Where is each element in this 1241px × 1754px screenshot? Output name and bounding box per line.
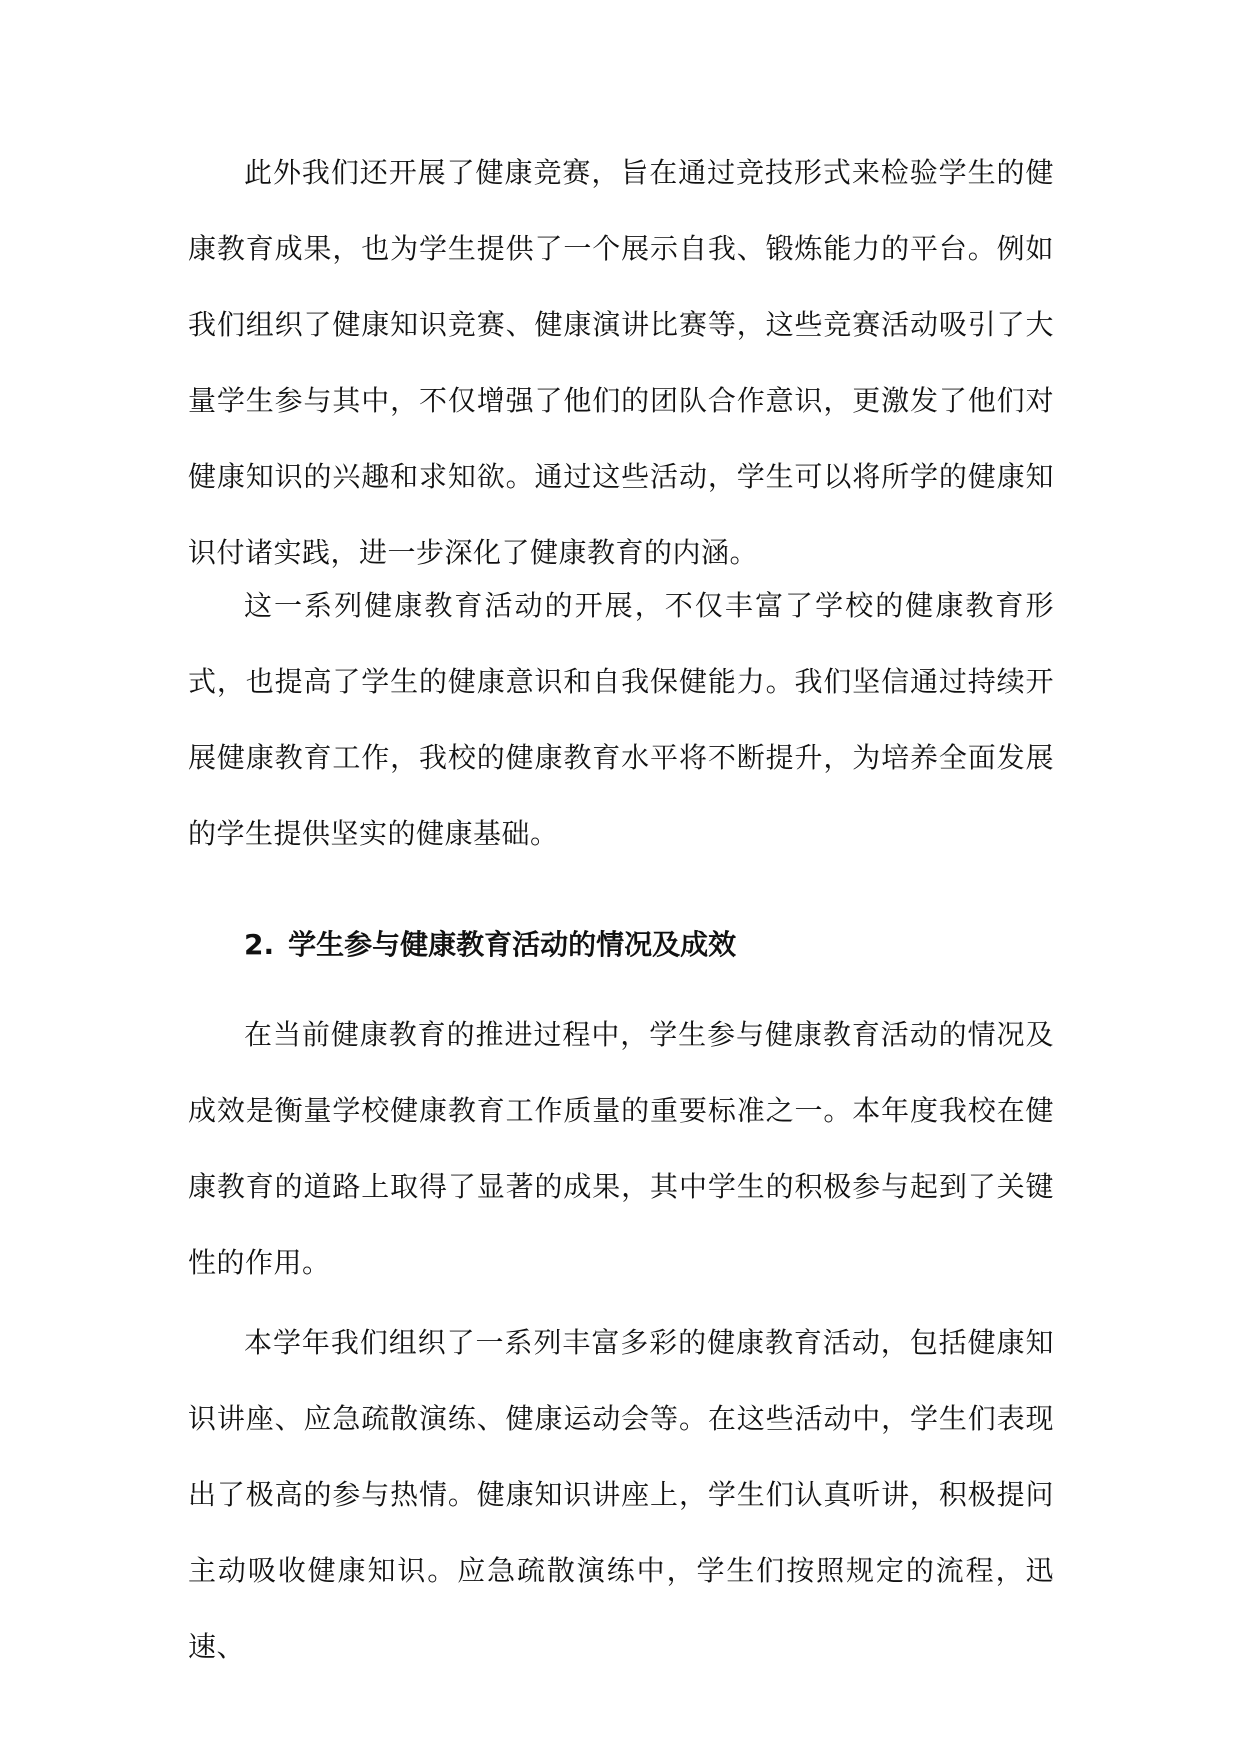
paragraph-participation-intro: 在当前健康教育的推进过程中，学生参与健康教育活动的情况及成效是衡量学校健康教育工作质量的重要标准之一。本年度我校在健康教育的道路上取得了显著的成果，其中学生的积极参与起到了关键性的作用。	[188, 1018, 1054, 1279]
section-number: 2.	[244, 928, 275, 961]
section-heading	[244, 925, 736, 965]
paragraph-health-competition: 此外我们还开展了健康竞赛，旨在通过竞技形式来检验学生的健康教育成果，也为学生提供了一个展示自我、锻炼能力的平台。例如我们组织了健康知识竞赛、健康演讲比赛等，这些竞赛活动吸引了大量学生参与其中，不仅增强了他们的团队合作意识，更激发了他们对健康知识的兴趣和求知欲。通过这些活动，学生可以将所学的健康知识付诸实践，进一步深化了健康教育的内涵。	[188, 156, 1054, 569]
paragraph-activities-summary: 这一系列健康教育活动的开展，不仅丰富了学校的健康教育形式，也提高了学生的健康意识和自我保健能力。我们坚信通过持续开展健康教育工作，我校的健康教育水平将不断提升，为培养全面发展的学生提供坚实的健康基础。	[188, 589, 1054, 850]
paragraph-activities-detail: 本学年我们组织了一系列丰富多彩的健康教育活动，包括健康知识讲座、应急疏散演练、健康运动会等。在这些活动中，学生们表现出了极高的参与热情。健康知识讲座上，学生们认真听讲，积极提问主动吸收健康知识。应急疏散演练中，学生们按照规定的流程，迅速、	[188, 1326, 1054, 1663]
section-title: 学生参与健康教育活动的情况及成效	[288, 928, 737, 961]
